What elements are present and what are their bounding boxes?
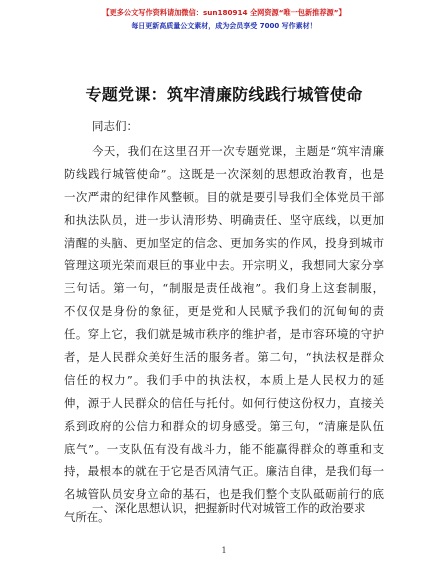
body-paragraph (64, 140, 384, 529)
section-heading: 一、深化思想认识，把握新时代对城管工作的政治要求 (92, 501, 366, 515)
body-line: 系到政府的公信力和群众的切身感受。第三句，“清廉是队伍 (64, 418, 384, 433)
body-line: 不仅仅是身份的象征，更是党和人民赋予我们的沉甸甸的责 (64, 304, 384, 319)
body-line: 伸，源于人民群众的信任与托付。如何行使这份权力，直接关 (64, 395, 384, 410)
promo-banner (0, 8, 448, 31)
body-line: 信任的权力”。我们手中的执法权，本质上是人民权力的延 (64, 372, 384, 387)
body-line: 名城管队员安身立命的基石，也是我们整个支队砥砺前行的底 (64, 487, 384, 502)
body-line: 防线践行城管使命”。这既是一次深刻的思想政治教育，也是 (64, 166, 384, 181)
body-line: 清醒的头脑、更加坚定的信念、更加务实的作风，投身到城市 (64, 235, 384, 250)
document-title: 专题党课：筑牢清廉防线践行城管使命 (85, 85, 363, 104)
body-line: 和执法队员，进一步认清形势、明确责任、坚守底线，以更加 (64, 212, 384, 227)
body-line: 任。穿上它，我们就是城市秩序的维护者，是市容环境的守护 (64, 327, 384, 342)
body-line: 气所在。 (64, 510, 110, 525)
body-line: 持，最根本的就在于它是否风清气正。廉洁自律，是我们每一 (64, 464, 384, 479)
promo-banner-line-2: 每日更新高质量公文素材，成为会员享受 7000 写作素材！ (131, 22, 317, 30)
body-line: 今天，我们在这里召开一次专题党课，主题是“筑牢清廉 (92, 144, 384, 158)
body-line: 底气”。一支队伍有没有战斗力，能不能赢得群众的尊重和支 (64, 441, 384, 456)
promo-banner-line-1: 【更多公文写作资料请加微信：sun180914 全网资源“唯一包新推荐源”】 (102, 8, 346, 17)
salutation: 同志们： (92, 119, 138, 133)
body-line: 一次严肃的纪律作风整顿。目的就是要引导我们全体党员干部 (64, 189, 384, 204)
body-line: 者，是人民群众美好生活的服务者。第二句，“执法权是群众 (64, 350, 384, 365)
body-line: 管理这项光荣而艰巨的事业中去。开宗明义，我想同大家分享 (64, 258, 384, 273)
page-number: 1 (221, 546, 227, 555)
body-line: 三句话。第一句，“制服是责任战袍”。我们身上这套制服， (64, 281, 384, 296)
